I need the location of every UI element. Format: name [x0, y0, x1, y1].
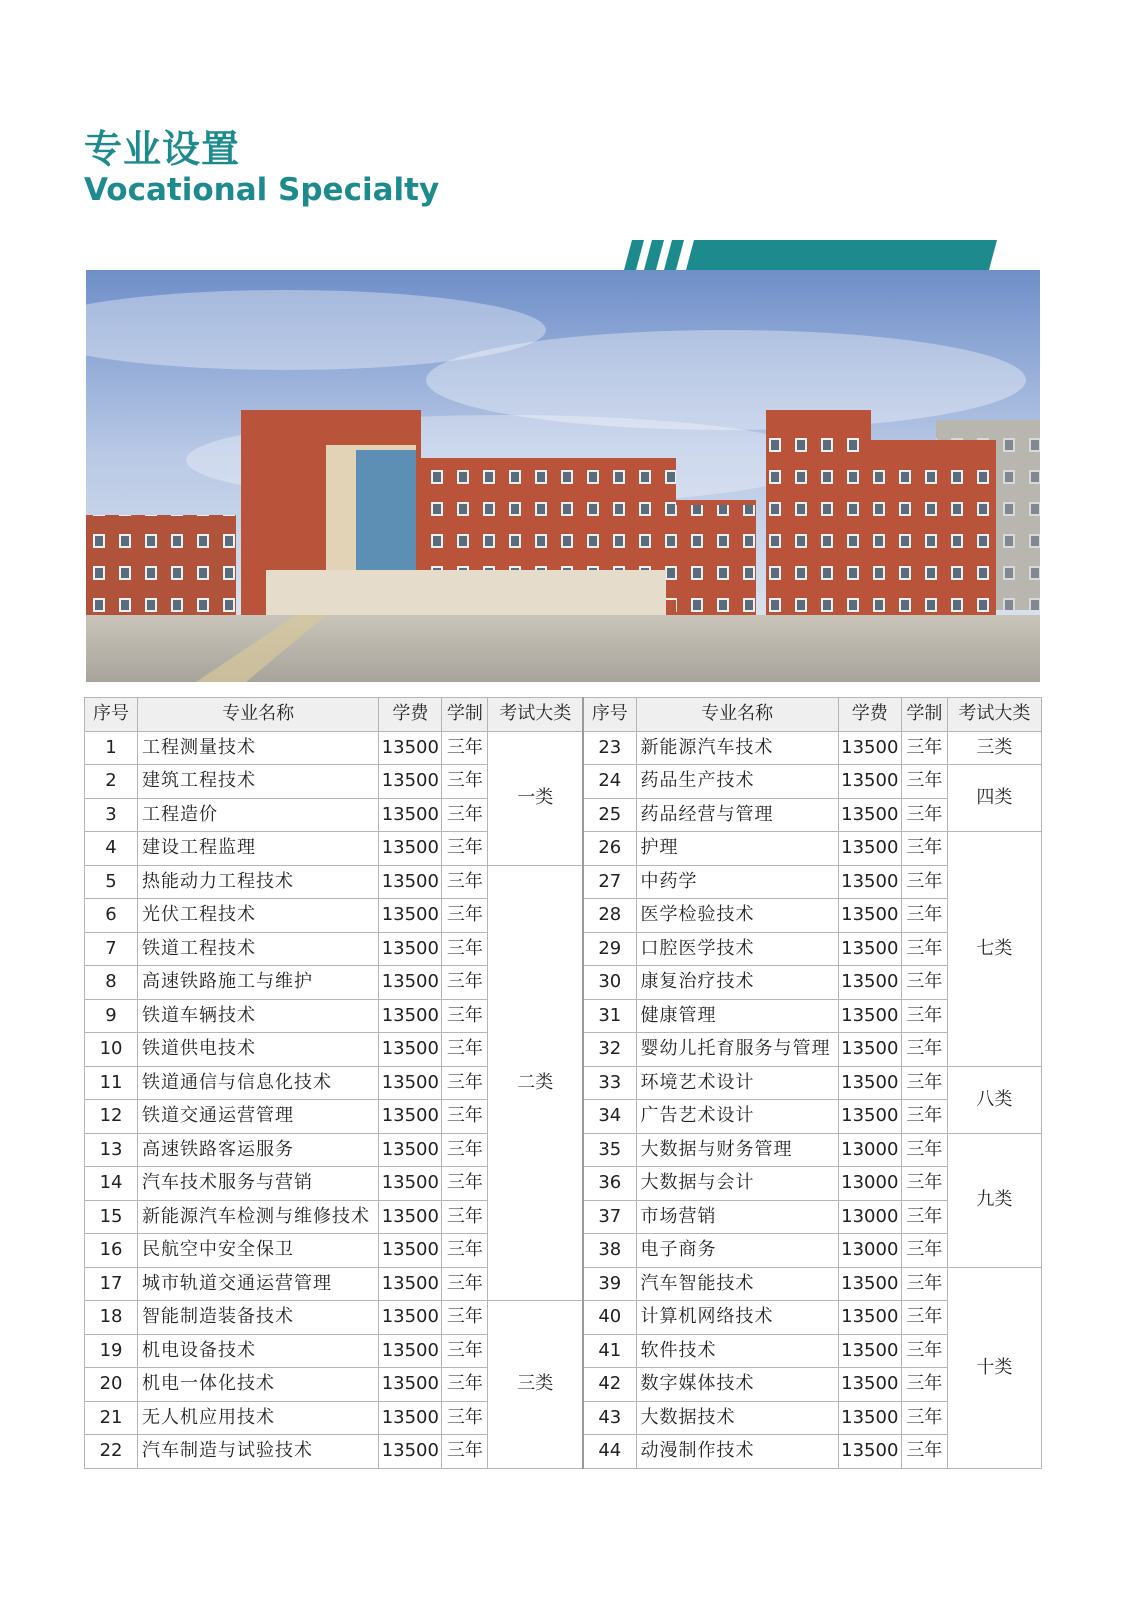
row-number: 21	[85, 1401, 138, 1435]
row-number: 40	[583, 1301, 636, 1335]
specialty-name: 汽车智能技术	[636, 1267, 838, 1301]
row-number: 20	[85, 1368, 138, 1402]
specialty-name: 铁道车辆技术	[138, 999, 379, 1033]
exam-category: 一类	[488, 731, 583, 865]
row-number: 36	[583, 1167, 636, 1201]
specialty-name: 汽车制造与试验技术	[138, 1435, 379, 1469]
tuition-fee: 13500	[379, 1301, 442, 1335]
campus-photo	[86, 270, 1040, 682]
study-duration: 三年	[901, 1401, 947, 1435]
study-duration: 三年	[442, 966, 488, 1000]
tuition-fee: 13500	[379, 899, 442, 933]
row-number: 24	[583, 765, 636, 799]
study-duration: 三年	[442, 1133, 488, 1167]
row-number: 33	[583, 1066, 636, 1100]
row-number: 27	[583, 865, 636, 899]
study-duration: 三年	[442, 999, 488, 1033]
row-number: 1	[85, 731, 138, 765]
row-number: 4	[85, 832, 138, 866]
row-number: 5	[85, 865, 138, 899]
column-header: 专业名称	[636, 698, 838, 732]
tuition-fee: 13500	[379, 1100, 442, 1134]
exam-category: 七类	[947, 832, 1041, 1067]
row-number: 8	[85, 966, 138, 1000]
tuition-fee: 13500	[838, 832, 901, 866]
study-duration: 三年	[901, 765, 947, 799]
study-duration: 三年	[442, 865, 488, 899]
study-duration: 三年	[442, 1435, 488, 1469]
specialty-name: 热能动力工程技术	[138, 865, 379, 899]
specialty-name: 电子商务	[636, 1234, 838, 1268]
row-number: 30	[583, 966, 636, 1000]
specialty-name: 中药学	[636, 865, 838, 899]
row-number: 11	[85, 1066, 138, 1100]
tuition-fee: 13500	[838, 999, 901, 1033]
study-duration: 三年	[901, 966, 947, 1000]
specialty-name: 工程测量技术	[138, 731, 379, 765]
specialty-name: 软件技术	[636, 1334, 838, 1368]
study-duration: 三年	[901, 1167, 947, 1201]
study-duration: 三年	[442, 1066, 488, 1100]
specialty-name: 机电一体化技术	[138, 1368, 379, 1402]
table-header-row	[85, 698, 1042, 732]
study-duration: 三年	[901, 798, 947, 832]
study-duration: 三年	[901, 731, 947, 765]
study-duration: 三年	[901, 1133, 947, 1167]
row-number: 41	[583, 1334, 636, 1368]
page-title: 专业设置	[84, 127, 241, 171]
tuition-fee: 13500	[379, 1401, 442, 1435]
tuition-fee: 13500	[379, 798, 442, 832]
specialty-table	[84, 697, 1042, 1469]
study-duration: 三年	[442, 899, 488, 933]
row-number: 12	[85, 1100, 138, 1134]
specialty-name: 护理	[636, 832, 838, 866]
specialty-name: 铁道供电技术	[138, 1033, 379, 1067]
study-duration: 三年	[901, 1267, 947, 1301]
column-header: 序号	[85, 698, 138, 732]
specialty-name: 高速铁路施工与维护	[138, 966, 379, 1000]
tuition-fee: 13500	[379, 1200, 442, 1234]
specialty-name: 新能源汽车技术	[636, 731, 838, 765]
study-duration: 三年	[901, 932, 947, 966]
study-duration: 三年	[442, 1234, 488, 1268]
row-number: 38	[583, 1234, 636, 1268]
tuition-fee: 13500	[838, 1334, 901, 1368]
study-duration: 三年	[442, 1368, 488, 1402]
study-duration: 三年	[901, 1200, 947, 1234]
exam-category: 二类	[488, 865, 583, 1301]
specialty-name: 高速铁路客运服务	[138, 1133, 379, 1167]
row-number: 43	[583, 1401, 636, 1435]
specialty-name: 口腔医学技术	[636, 932, 838, 966]
tuition-fee: 13500	[838, 765, 901, 799]
exam-category: 三类	[488, 1301, 583, 1469]
row-number: 32	[583, 1033, 636, 1067]
tuition-fee: 13500	[379, 1234, 442, 1268]
study-duration: 三年	[442, 731, 488, 765]
tuition-fee: 13500	[838, 865, 901, 899]
column-header: 考试大类	[947, 698, 1041, 732]
row-number: 16	[85, 1234, 138, 1268]
study-duration: 三年	[901, 1334, 947, 1368]
study-duration: 三年	[901, 1368, 947, 1402]
study-duration: 三年	[901, 899, 947, 933]
column-header: 学费	[379, 698, 442, 732]
tuition-fee: 13500	[379, 966, 442, 1000]
specialty-name: 铁道工程技术	[138, 932, 379, 966]
specialty-name: 城市轨道交通运营管理	[138, 1267, 379, 1301]
row-number: 31	[583, 999, 636, 1033]
table-row	[85, 731, 1042, 765]
specialty-name: 民航空中安全保卫	[138, 1234, 379, 1268]
study-duration: 三年	[901, 1301, 947, 1335]
specialty-name: 新能源汽车检测与维修技术	[138, 1200, 379, 1234]
specialty-name: 光伏工程技术	[138, 899, 379, 933]
study-duration: 三年	[442, 1401, 488, 1435]
specialty-name: 汽车技术服务与营销	[138, 1167, 379, 1201]
study-duration: 三年	[901, 865, 947, 899]
tuition-fee: 13500	[838, 966, 901, 1000]
row-number: 6	[85, 899, 138, 933]
specialty-name: 广告艺术设计	[636, 1100, 838, 1134]
row-number: 18	[85, 1301, 138, 1335]
study-duration: 三年	[442, 1167, 488, 1201]
column-header: 序号	[583, 698, 636, 732]
row-number: 13	[85, 1133, 138, 1167]
tuition-fee: 13500	[838, 899, 901, 933]
specialty-name: 无人机应用技术	[138, 1401, 379, 1435]
study-duration: 三年	[901, 1100, 947, 1134]
row-number: 25	[583, 798, 636, 832]
tuition-fee: 13500	[379, 1066, 442, 1100]
tuition-fee: 13500	[379, 865, 442, 899]
row-number: 15	[85, 1200, 138, 1234]
study-duration: 三年	[901, 1435, 947, 1469]
specialty-name: 婴幼儿托育服务与管理	[636, 1033, 838, 1067]
specialty-name: 数字媒体技术	[636, 1368, 838, 1402]
study-duration: 三年	[442, 1100, 488, 1134]
study-duration: 三年	[901, 999, 947, 1033]
tuition-fee: 13000	[838, 1200, 901, 1234]
specialty-name: 智能制造装备技术	[138, 1301, 379, 1335]
study-duration: 三年	[442, 832, 488, 866]
table-row	[85, 1301, 1042, 1335]
row-number: 35	[583, 1133, 636, 1167]
specialty-name: 建筑工程技术	[138, 765, 379, 799]
row-number: 42	[583, 1368, 636, 1402]
column-header: 专业名称	[138, 698, 379, 732]
exam-category: 四类	[947, 765, 1041, 832]
tuition-fee: 13500	[838, 798, 901, 832]
specialty-name: 大数据与财务管理	[636, 1133, 838, 1167]
page-subtitle: Vocational Specialty	[84, 172, 440, 208]
row-number: 14	[85, 1167, 138, 1201]
study-duration: 三年	[442, 1334, 488, 1368]
tuition-fee: 13000	[838, 1234, 901, 1268]
tuition-fee: 13500	[379, 1133, 442, 1167]
study-duration: 三年	[901, 832, 947, 866]
tuition-fee: 13500	[379, 932, 442, 966]
study-duration: 三年	[442, 798, 488, 832]
tuition-fee: 13000	[838, 1167, 901, 1201]
tuition-fee: 13500	[838, 731, 901, 765]
tuition-fee: 13500	[838, 932, 901, 966]
specialty-name: 工程造价	[138, 798, 379, 832]
specialty-name: 动漫制作技术	[636, 1435, 838, 1469]
specialty-name: 大数据与会计	[636, 1167, 838, 1201]
column-header: 考试大类	[488, 698, 583, 732]
specialty-name: 医学检验技术	[636, 899, 838, 933]
study-duration: 三年	[901, 1066, 947, 1100]
tuition-fee: 13000	[838, 1133, 901, 1167]
exam-category: 十类	[947, 1267, 1041, 1468]
study-duration: 三年	[442, 932, 488, 966]
specialty-name: 环境艺术设计	[636, 1066, 838, 1100]
tuition-fee: 13500	[838, 1066, 901, 1100]
specialty-name: 市场营销	[636, 1200, 838, 1234]
tuition-fee: 13500	[379, 1435, 442, 1469]
specialty-name: 健康管理	[636, 999, 838, 1033]
tuition-fee: 13500	[838, 1435, 901, 1469]
tuition-fee: 13500	[379, 1167, 442, 1201]
row-number: 10	[85, 1033, 138, 1067]
row-number: 7	[85, 932, 138, 966]
tuition-fee: 13500	[838, 1301, 901, 1335]
specialty-name: 铁道通信与信息化技术	[138, 1066, 379, 1100]
column-header: 学制	[442, 698, 488, 732]
row-number: 29	[583, 932, 636, 966]
row-number: 3	[85, 798, 138, 832]
study-duration: 三年	[901, 1033, 947, 1067]
exam-category: 三类	[947, 731, 1041, 765]
tuition-fee: 13500	[838, 1267, 901, 1301]
tuition-fee: 13500	[379, 731, 442, 765]
row-number: 39	[583, 1267, 636, 1301]
row-number: 44	[583, 1435, 636, 1469]
tuition-fee: 13500	[379, 1334, 442, 1368]
row-number: 19	[85, 1334, 138, 1368]
row-number: 9	[85, 999, 138, 1033]
tuition-fee: 13500	[379, 999, 442, 1033]
study-duration: 三年	[442, 1033, 488, 1067]
tuition-fee: 13500	[379, 1267, 442, 1301]
specialty-name: 康复治疗技术	[636, 966, 838, 1000]
row-number: 2	[85, 765, 138, 799]
study-duration: 三年	[901, 1234, 947, 1268]
specialty-name: 药品生产技术	[636, 765, 838, 799]
column-header: 学制	[901, 698, 947, 732]
tuition-fee: 13500	[379, 765, 442, 799]
study-duration: 三年	[442, 1267, 488, 1301]
exam-category: 八类	[947, 1066, 1041, 1133]
row-number: 17	[85, 1267, 138, 1301]
tuition-fee: 13500	[379, 1368, 442, 1402]
study-duration: 三年	[442, 1200, 488, 1234]
specialty-name: 铁道交通运营管理	[138, 1100, 379, 1134]
tuition-fee: 13500	[379, 832, 442, 866]
tuition-fee: 13500	[838, 1401, 901, 1435]
table-row	[85, 865, 1042, 899]
tuition-fee: 13500	[838, 1033, 901, 1067]
row-number: 34	[583, 1100, 636, 1134]
tuition-fee: 13500	[379, 1033, 442, 1067]
row-number: 22	[85, 1435, 138, 1469]
specialty-name: 计算机网络技术	[636, 1301, 838, 1335]
study-duration: 三年	[442, 1301, 488, 1335]
row-number: 28	[583, 899, 636, 933]
study-duration: 三年	[442, 765, 488, 799]
tuition-fee: 13500	[838, 1368, 901, 1402]
row-number: 26	[583, 832, 636, 866]
tuition-fee: 13500	[838, 1100, 901, 1134]
row-number: 23	[583, 731, 636, 765]
column-header: 学费	[838, 698, 901, 732]
specialty-name: 大数据技术	[636, 1401, 838, 1435]
specialty-name: 机电设备技术	[138, 1334, 379, 1368]
exam-category: 九类	[947, 1133, 1041, 1267]
specialty-name: 建设工程监理	[138, 832, 379, 866]
row-number: 37	[583, 1200, 636, 1234]
specialty-name: 药品经营与管理	[636, 798, 838, 832]
